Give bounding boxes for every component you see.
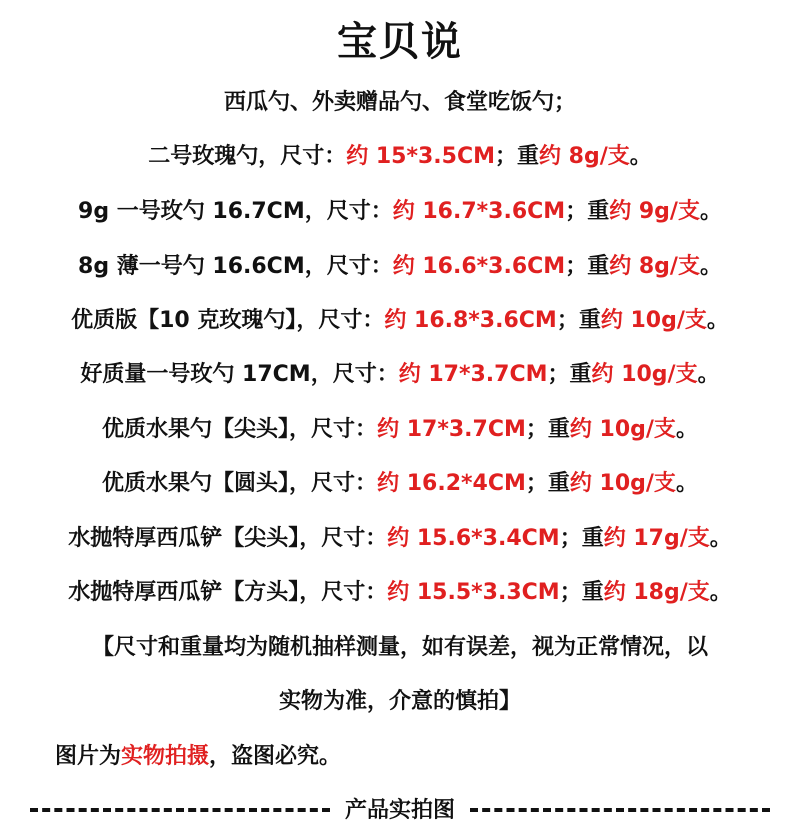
dashed-rule-left bbox=[30, 808, 330, 812]
page-title: 宝贝说 bbox=[337, 19, 463, 65]
spec-line-5 bbox=[0, 357, 800, 388]
spec-line-1 bbox=[0, 139, 800, 170]
photo-note-highlight: 实物拍摄 bbox=[121, 744, 210, 769]
spec-name: 9g 一号玫勺 16.7CM，尺寸： bbox=[78, 199, 393, 224]
spec-weight: 约 10g/支 bbox=[591, 362, 698, 387]
spec-name: 优质版【10 克玫瑰勺】，尺寸： bbox=[71, 308, 385, 333]
spec-weight: 约 9g/支 bbox=[609, 199, 700, 224]
spec-line-3 bbox=[0, 249, 800, 280]
photo-note-suffix: ，盗图必究。 bbox=[209, 744, 342, 769]
spec-size: 约 15*3.5CM bbox=[346, 144, 495, 169]
spec-end: 。 bbox=[697, 362, 720, 387]
disclaimer-line-1: 【尺寸和重量均为随机抽样测量，如有误差，视为正常情况，以 bbox=[91, 635, 708, 660]
spec-sep: ；重 bbox=[525, 417, 570, 442]
spec-weight: 约 18g/支 bbox=[603, 580, 710, 605]
spec-end: 。 bbox=[709, 526, 732, 551]
spec-line-2 bbox=[0, 194, 800, 225]
disclaimer-line-2: 实物为准，介意的慎拍】 bbox=[278, 689, 521, 714]
spec-sep: ；重 bbox=[547, 362, 592, 387]
spec-size: 约 16.7*3.6CM bbox=[392, 199, 566, 224]
spec-sep: ；重 bbox=[556, 308, 601, 333]
spec-name: 水抛特厚西瓜铲【方头】，尺寸： bbox=[68, 580, 388, 605]
spec-name: 水抛特厚西瓜铲【尖头】，尺寸： bbox=[68, 526, 388, 551]
spec-size: 约 15.5*3.3CM bbox=[387, 580, 560, 605]
spec-line-7 bbox=[0, 466, 800, 497]
spec-line-8 bbox=[0, 521, 800, 552]
spec-end: 。 bbox=[699, 199, 722, 224]
spec-size: 约 16.2*4CM bbox=[377, 471, 526, 496]
spec-line-9 bbox=[0, 575, 800, 606]
spec-name: 二号玫瑰勺，尺寸： bbox=[148, 144, 347, 169]
spec-weight: 约 8g/支 bbox=[539, 144, 630, 169]
spec-line-6 bbox=[0, 412, 800, 443]
spec-weight: 约 10g/支 bbox=[600, 308, 707, 333]
spec-end: 。 bbox=[675, 417, 698, 442]
spec-size: 约 16.6*3.6CM bbox=[392, 254, 566, 279]
spec-sep: ；重 bbox=[565, 199, 610, 224]
dashed-rule-right bbox=[470, 808, 770, 812]
spec-size: 约 17*3.7CM bbox=[398, 362, 548, 387]
spec-size: 约 15.6*3.4CM bbox=[387, 526, 560, 551]
spec-end: 。 bbox=[709, 580, 732, 605]
photo-note-prefix: 图片为 bbox=[55, 744, 122, 769]
spec-weight: 约 10g/支 bbox=[569, 471, 676, 496]
spec-sep: ；重 bbox=[559, 526, 604, 551]
spec-end: 。 bbox=[675, 471, 698, 496]
section-divider bbox=[20, 793, 780, 825]
section-label: 产品实拍图 bbox=[330, 793, 470, 824]
spec-name: 优质水果勺【尖头】，尺寸： bbox=[102, 417, 378, 442]
spec-name: 8g 薄一号勺 16.6CM，尺寸： bbox=[78, 254, 393, 279]
spec-sep: ；重 bbox=[525, 471, 570, 496]
spec-line-4 bbox=[0, 303, 800, 334]
spec-name: 优质水果勺【圆头】，尺寸： bbox=[102, 471, 378, 496]
photo-note bbox=[55, 739, 755, 770]
spec-weight: 约 17g/支 bbox=[603, 526, 710, 551]
spec-end: 。 bbox=[699, 254, 722, 279]
spec-sep: ；重 bbox=[559, 580, 604, 605]
spec-end: 。 bbox=[706, 308, 729, 333]
spec-sep: ；重 bbox=[565, 254, 610, 279]
spec-size: 约 16.8*3.6CM bbox=[384, 308, 557, 333]
spec-name: 好质量一号玫勺 17CM，尺寸： bbox=[80, 362, 399, 387]
spec-size: 约 17*3.7CM bbox=[377, 417, 526, 442]
spec-weight: 约 8g/支 bbox=[609, 254, 700, 279]
spec-sep: ；重 bbox=[495, 144, 540, 169]
spec-end: 。 bbox=[629, 144, 652, 169]
spec-weight: 约 10g/支 bbox=[569, 417, 676, 442]
intro-text: 西瓜勺、外卖赠品勺、食堂吃饭勺； bbox=[223, 90, 576, 115]
